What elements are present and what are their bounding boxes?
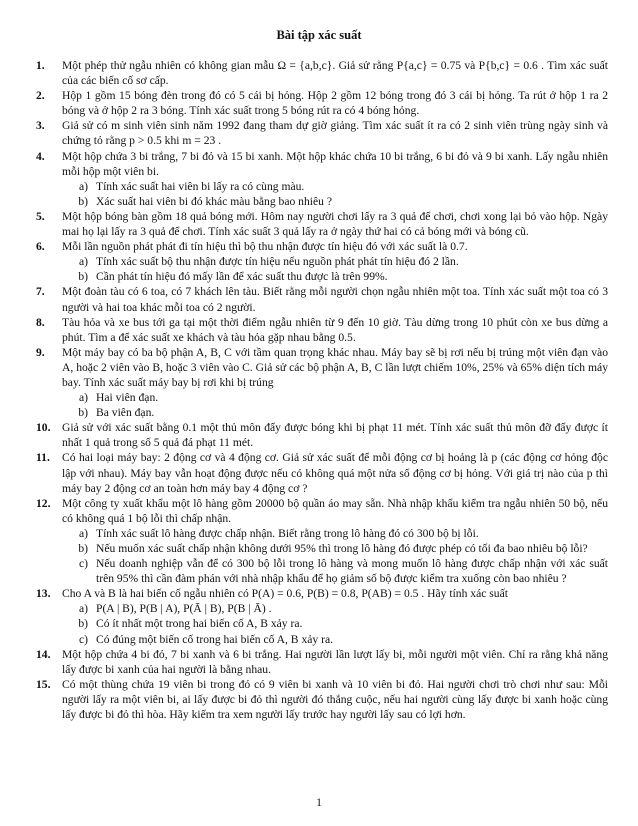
- exercise-item: [36, 315, 608, 345]
- exercise-text: Một phép thử ngẫu nhiên có không gian mẫu Ω = {a,b,c}. Giả sử rằng P{a,c} = 0.75 và P{b,c} = 0.6 . Tìm xác suất của các biến cố sơ cấp.: [62, 59, 608, 88]
- exercise-text: Một hộp chứa 3 bi trắng, 7 bi đỏ và 15 bi xanh. Một hộp khác chứa 10 bi trắng, 6 bi đỏ và 9 bi xanh. Lấy ngẫu nhiên mỗi hộp một viên bi.: [62, 149, 608, 178]
- exercise-subitem: [62, 556, 608, 586]
- page-title: Bài tập xác suất: [276, 28, 362, 42]
- exercise-item: [36, 58, 608, 88]
- subitem-text: Cần phát tín hiệu đó mấy lần để xác suất thu được là trên 99%.: [96, 270, 388, 284]
- exercise-item: [36, 118, 608, 148]
- exercise-item: [36, 88, 608, 118]
- subitem-text: Hai viên đạn.: [96, 391, 159, 405]
- exercise-subitem: [62, 541, 608, 556]
- subitem-text: Nếu doanh nghiệp vẫn để có 300 bộ lỗi trong lô hàng và mong muốn lô hàng được chấp nhận với xác suất trên 95% thì cần đàm phán với nhà nhập khẩu để họ giảm số bộ được kiểm tra xuống còn bao nhiêu ?: [96, 557, 608, 586]
- exercise-item: [36, 209, 608, 239]
- exercise-item: [36, 149, 608, 179]
- exercise-subitem: [62, 526, 608, 541]
- exercise-item: [36, 647, 608, 677]
- exercise-number: 4.: [36, 149, 45, 163]
- subitem-label: c): [78, 632, 88, 646]
- exercise-number: 11.: [36, 451, 50, 465]
- exercise-text: Một đoàn tàu có 6 toa, có 7 khách lên tàu. Biết rằng mỗi người chọn ngẫu nhiên một toa. Tính xác suất một toa có 3 người và hai toa khác mỗi toa có 2 người.: [62, 285, 608, 314]
- subitem-label: a): [78, 526, 88, 540]
- exercise-text: Có hai loại máy bay: 2 động cơ và 4 động cơ. Giả sử xác suất để mỗi động cơ bị hoảng là p (các động cơ hỏng độc lập với nhau). Máy bay vẫn hoạt động được nếu có không quá một nửa số động cơ bị hỏng. Với giá trị nào của p thì máy bay 2 động cơ an toàn hơn máy bay 4 động cơ ?: [62, 451, 608, 495]
- exercise-text: Giả sử có m sinh viên sinh năm 1992 đang tham dự giờ giảng. Tìm xác suất ít ra có 2 sinh viên trùng ngày sinh và chứng tỏ rằng p > 0.5 khi m = 23 .: [62, 119, 608, 148]
- exercise-subitem: [62, 632, 608, 647]
- subitem-text: Tính xác suất lô hàng được chấp nhận. Biết rằng trong lô hàng đó có 300 bộ bị lỗi.: [96, 526, 479, 540]
- exercise-text: Một máy bay có ba bộ phận A, B, C với tầm quan trọng khác nhau. Máy bay sẽ bị rơi nếu bị trúng một viên đạn vào A, hoặc 2 viên vào B, hoặc 3 viên vào C. Giả sử các bộ phận A, B, C lần lượt chiếm 10%, 25% và 65% diện tích máy bay. Tính xác suất máy bay bị rơi khi bị trúng: [62, 345, 608, 389]
- subitem-text: Tính xác suất bộ thu nhận được tín hiệu nếu nguồn phát phát tín hiệu đó 2 lần.: [96, 255, 459, 269]
- exercise-list: [36, 58, 608, 722]
- exercise-subitem: [62, 194, 608, 209]
- subitem-text: Có đúng một biến cố trong hai biến cố A, B xảy ra.: [96, 632, 333, 646]
- exercise-subitem: [62, 390, 608, 405]
- subitem-label: b): [78, 194, 88, 208]
- subitem-label: b): [78, 617, 88, 631]
- exercise-subitem: [62, 254, 608, 269]
- exercise-number: 1.: [36, 59, 45, 72]
- exercise-text: Có một thùng chứa 19 viên bi trong đó có 9 viên bi xanh và 10 viên bi đỏ. Hai người chơi trò chơi như sau: Mỗi người lấy ra một viên bi, ai lấy được bi đỏ thì người đó thắng cuộc, nếu hai người cùng lấy được bi xanh hoặc cùng lấy được bi đỏ thì hòa. Hãy kiểm tra xem người lấy trước hay người lấy sau có lợi hơn.: [62, 677, 608, 722]
- exercise-text: Tàu hỏa và xe bus tới ga tại một thời điểm ngẫu nhiên từ 9 đến 10 giờ. Tàu dừng trong 10 phút còn xe bus dừng a phút. Tìm a để xác suất xe khách và tàu hỏa gặp nhau bằng 0.5.: [62, 315, 608, 344]
- exercise-number: 10.: [36, 421, 51, 435]
- exercise-number: 3.: [36, 119, 45, 133]
- exercise-subitem: [62, 269, 608, 284]
- subitem-label: a): [78, 602, 88, 616]
- subitem-text: Tính xác suất hai viên bi lấy ra có cùng màu.: [96, 179, 305, 193]
- exercise-subitem: [62, 405, 608, 420]
- subitem-label: a): [78, 179, 88, 193]
- exercise-item: [36, 284, 608, 314]
- exercise-number: 2.: [36, 89, 45, 103]
- exercise-subitem: [62, 601, 608, 616]
- exercise-number: 9.: [36, 345, 45, 359]
- exercise-item: [36, 677, 608, 722]
- exercise-subitem: [62, 179, 608, 194]
- exercise-number: 14.: [36, 647, 51, 661]
- exercise-number: 13.: [36, 587, 51, 601]
- page-number: 1: [316, 796, 322, 809]
- subitem-label: a): [78, 391, 88, 405]
- subitem-label: a): [78, 255, 88, 269]
- exercise-text: Cho A và B là hai biến cố ngẫu nhiên có P(A) = 0.6, P(B) = 0.8, P(AB) = 0.5 . Hãy tính xác suất: [62, 587, 508, 601]
- exercise-number: 6.: [36, 240, 45, 254]
- subitem-label: c): [78, 557, 88, 571]
- exercise-text: Một hộp chứa 4 bi đỏ, 7 bi xanh và 6 bi trắng. Hai người lần lượt lấy bi, mỗi người một viên. Chỉ ra rằng khả năng lấy được bi xanh của hai người là bằng nhau.: [62, 647, 608, 676]
- exercise-item: [36, 420, 608, 450]
- exercise-text: Hộp 1 gồm 15 bóng đèn trong đó có 5 cái bị hỏng. Hộp 2 gồm 12 bóng trong đó 3 cái bị hỏng. Ta rút ở hộp 1 ra 2 bóng và ở hộp 2 ra 3 bóng. Tính xác suất trong 5 bóng rút ra có 4 bóng hỏng.: [62, 89, 608, 118]
- subitem-label: b): [78, 406, 88, 420]
- exercise-number: 8.: [36, 315, 45, 329]
- exercise-text: Giả sử với xác suất bằng 0.1 một thủ môn đẩy được bóng khi bị phạt 11 mét. Tính xác suất thủ môn đỡ đẩy được ít nhất 1 quả trong số 5 quả đá phạt 11 mét.: [62, 421, 608, 450]
- subitem-label: b): [78, 270, 88, 284]
- exercise-number: 7.: [36, 285, 45, 299]
- exercise-number: 5.: [36, 209, 45, 223]
- subitem-text: Nếu muốn xác suất chấp nhận không dưới 95% thì trong lô hàng đó được phép có tối đa bao nhiêu bộ lỗi?: [96, 542, 588, 555]
- exercise-item: [36, 450, 608, 495]
- subitem-text: Xác suất hai viên bi đó khác màu bằng bao nhiêu ?: [96, 194, 332, 208]
- exercise-subitem: [62, 616, 608, 631]
- exercise-item: [36, 586, 608, 601]
- exercise-item: [36, 239, 608, 254]
- exercise-text: Mỗi lần nguồn phát phát đi tín hiệu thì bộ thu nhận được tín hiệu đó với xác suất là 0.7.: [62, 240, 468, 254]
- subitem-label: b): [78, 542, 88, 555]
- exercise-item: [36, 496, 608, 526]
- subitem-text: Ba viên đạn.: [96, 406, 155, 420]
- subitem-text: P(A | B), P(B | A), P(Ā | B), P(B | Ā) .: [96, 602, 272, 616]
- exercise-number: 12.: [36, 496, 51, 510]
- exercise-item: [36, 345, 608, 390]
- exercise-text: Một hộp bóng bàn gồm 18 quả bóng mới. Hôm nay người chơi lấy ra 3 quả để chơi, chơi xong lại bỏ vào hộp. Ngày mai họ lại lấy ra 3 quả để chơi. Tính xác suất 3 quả lấy ra ở ngày thứ hai có cả bóng mới và bóng cũ.: [62, 209, 608, 239]
- exercise-text: Một công ty xuất khẩu một lô hàng gồm 20000 bộ quần áo may sẵn. Nhà nhập khẩu kiểm tra ngẫu nhiên 50 bộ, nếu có không quá 1 bộ lỗi thì chấp nhận.: [62, 496, 608, 525]
- exercise-number: 15.: [36, 677, 51, 691]
- subitem-text: Có ít nhất một trong hai biến cố A, B xảy ra.: [96, 617, 303, 631]
